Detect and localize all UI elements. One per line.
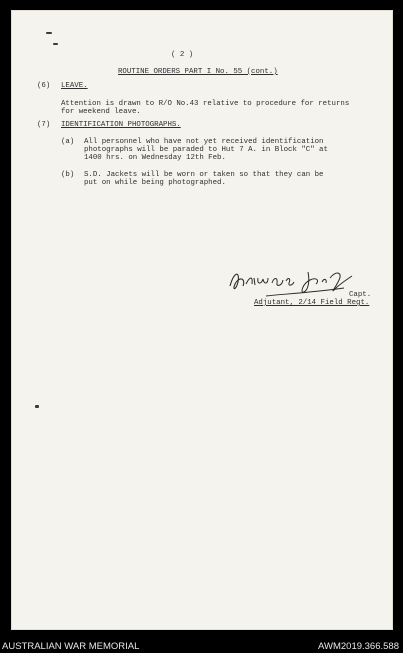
item-line: put on while being photographed. bbox=[84, 179, 226, 187]
section-number: (6) bbox=[37, 82, 51, 90]
footer-reference: AWM2019.366.588 bbox=[318, 641, 399, 652]
footer-source: AUSTRALIAN WAR MEMORIAL bbox=[2, 641, 140, 652]
staple-mark bbox=[53, 43, 58, 45]
document-page bbox=[11, 10, 393, 630]
staple-mark bbox=[46, 32, 52, 34]
section-number: (7) bbox=[37, 121, 51, 129]
item-line: 1400 hrs. on Wednesday 12th Feb. bbox=[84, 154, 226, 162]
handwritten-signature bbox=[226, 264, 361, 300]
punch-mark bbox=[35, 405, 39, 408]
section-line: for weekend leave. bbox=[61, 108, 141, 116]
signature-rank: Capt. bbox=[349, 291, 372, 299]
item-label: (a) bbox=[61, 138, 75, 146]
section-title: LEAVE. bbox=[61, 82, 88, 90]
item-label: (b) bbox=[61, 171, 75, 179]
item-line: photographs will be paraded to Hut 7 A. in Block "C" at bbox=[84, 146, 328, 154]
item-line: All personnel who have not yet received identification bbox=[84, 138, 324, 146]
item-line: S.D. Jackets will be worn or taken so that they can be bbox=[84, 171, 324, 179]
page-number: ( 2 ) bbox=[171, 51, 194, 59]
signature-title: Adjutant, 2/14 Field Regt. bbox=[254, 299, 370, 307]
section-line: Attention is drawn to R/O No.43 relative to procedure for returns bbox=[61, 100, 350, 108]
document-heading: ROUTINE ORDERS PART I No. 55 (cont.) bbox=[118, 68, 278, 76]
section-title: IDENTIFICATION PHOTOGRAPHS. bbox=[61, 121, 181, 129]
